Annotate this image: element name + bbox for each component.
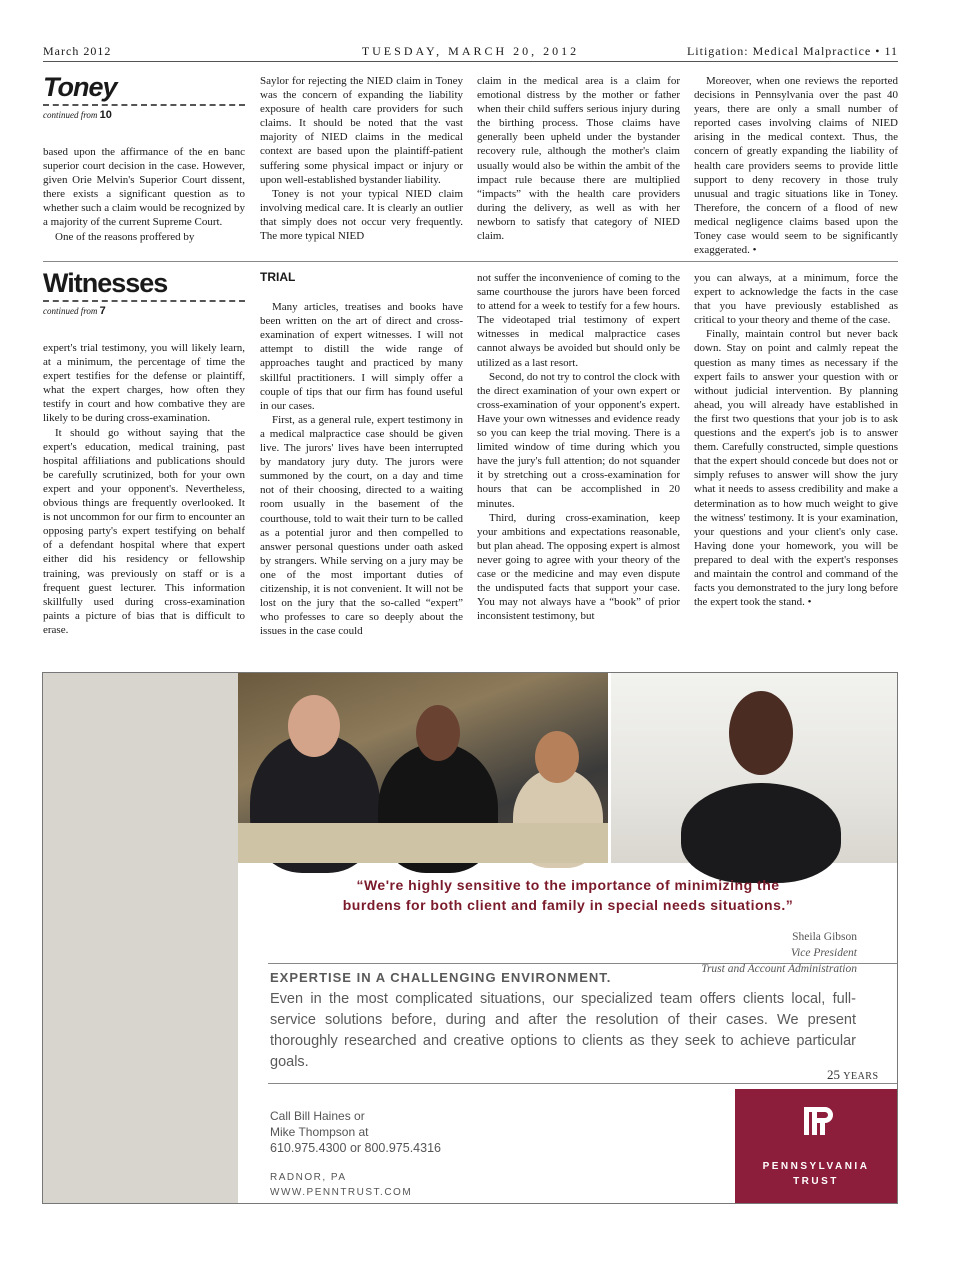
pillar-logo-icon xyxy=(801,1103,835,1137)
witnesses-c3-p1: not suffer the inconvenience of coming to the same courthouse the jurors have been forced to attend for a week to testify for a few hours. The videotaped trial testimony of expert witnesses in medical malpractice cases cannot always be avoided but should only be utilized as a last resort. xyxy=(477,272,680,369)
witnesses-c3-p2: Second, do not try to control the clock with the direct examination of your own expert or cross-examination of your opponent's expert. Have your own witnesses and evidence ready so you can keep the trial moving. There is a limited window of time during which you have the jury's full attention; do not squander it by stretching out a cross-examination for hours that can be accomplished in 20 minutes. xyxy=(477,370,680,510)
ad-quote-line-2: burdens for both client and family in special needs situations.” xyxy=(342,897,794,913)
ad-rule-top xyxy=(268,963,898,964)
ad-address xyxy=(270,1170,412,1200)
attrib-title-1: Vice President xyxy=(790,947,857,959)
witnesses-c3-p3: Third, during cross-examination, keep your ambitions and expectations reasonable, but plan ahead. The opposing expert is almost never going to agree with your theory of the case or the medicine and may even dispute the undisputed facts that support your case. You may not always have a “book” of prior inconsistent testimony, but xyxy=(477,511,680,623)
witnesses-column-2 xyxy=(260,270,463,638)
witnesses-c2-p2: First, as a general rule, expert testimony in a medical malpractice case should be given live. The jurors' lives have been interrupted by mandatory jury duty. The jurors were summoned by the court, on a day and time not of their choosing, directed to a waiting room usually in the basement of the courthouse, told to wait their turn to be called as a potential juror and then compelled to answer personal questions under oath asked by strangers. While serving on a jury may be one of the most important duties of citizenship, it is not convenient. It will not be lost on the jury that the so-called “expert” who professes to care so deeply about the issues in the case could xyxy=(260,413,463,638)
witnesses-continued-page: 7 xyxy=(99,305,106,317)
ad-left-band xyxy=(43,673,238,1203)
toney-c1-p1: based upon the affirmance of the en banc superior court decision in the case. However, given Orie Melvin's Superior Court dissent, there exists a significant question as to whether such a claim would be recognized by a majority of the current Supreme Court. xyxy=(43,146,245,229)
ad-photo-meeting xyxy=(238,673,608,863)
toney-continued xyxy=(43,109,245,121)
running-head xyxy=(43,44,898,62)
witnesses-kicker xyxy=(43,268,245,317)
witnesses-title: Witnesses xyxy=(43,268,168,298)
toney-title: Toney xyxy=(43,72,117,102)
toney-continued-page: 10 xyxy=(99,109,112,121)
toney-c3-p1: claim in the medical area is a claim for emotional distress by the mother or father when their child suffers serious injury during the birthing process. Those claims have generally been upheld under the bystander recovery rule, although the mother's claim usually would also be within the ambit of the impact rule because there are multiplied “impacts” with the health care providers during the delivery, as well as with her newborn to satisfy that category of NIED claim. xyxy=(477,75,680,243)
toney-continued-label: continued from xyxy=(43,110,98,120)
pennsylvania-trust-ad xyxy=(42,672,898,1204)
toney-kicker xyxy=(43,72,245,121)
witnesses-column-4 xyxy=(694,271,898,609)
toney-column-2 xyxy=(260,74,463,243)
photo-woman-head xyxy=(416,705,460,761)
ad-contact xyxy=(270,1108,441,1156)
ad-body: Even in the most complicated situations, our specialized team offers clients local, full-service solutions before, during and after the resolution of their cases. We present thoroughly researched and creative options to clients as they seek to achieve particular goals. xyxy=(270,991,856,1070)
ad-city: RADNOR, PA xyxy=(270,1172,347,1183)
ad-quote-line-1: “We're highly sensitive to the importance of minimizing the xyxy=(356,877,780,893)
witnesses-c2-p1: Many articles, treatises and books have been written on the art of direct and cross-examination of expert witnesses. I will not attempt to distill the wide range of approaches taught and practiced by many skillful practitioners. I will simply offer a couple of tips that our firm has found useful in our cases. xyxy=(260,301,463,412)
ad-rule-bottom xyxy=(268,1083,898,1084)
trial-subhead: TRIAL xyxy=(260,270,296,284)
attrib-title-2: Trust and Account Administration xyxy=(701,963,857,975)
toney-column-4 xyxy=(694,74,898,257)
header-rule xyxy=(43,61,898,62)
contact-line-2: Mike Thompson at xyxy=(270,1125,369,1139)
ad-quote xyxy=(273,875,863,915)
ad-attribution xyxy=(701,929,857,977)
toney-c2-p2: Toney is not your typical NIED claim involving medical care. It is clearly an outlier that simply does not occur very frequently. The more typical NIED xyxy=(260,187,463,243)
pennsylvania-trust-logo xyxy=(735,1089,897,1203)
witnesses-c1-p2: It should go without saying that the expert's education, medical training, past hospital affiliations and publications should be carefully scrutinized, both for your own expert and your opponent's. Nevertheless, obvious things are frequently overlooked. It is not uncommon for our firm to encounter an opposing party's expert testifying on behalf of a defendant hospital where that expert either did his residency or fellowship training, was previously on staff or is a frequent guest lecturer. This information skillfully used during cross-examination paints a picture of bias that is difficult to erase. xyxy=(43,426,245,636)
witnesses-continued xyxy=(43,305,245,317)
toney-c4-p1: Moreover, when one reviews the reported decisions in Pennsylvania over the past 40 years, there are only a small number of reported cases involving claims of NIED arising in the medical context. Thus, the concern of greatly expanding the liability of health care providers seems to provide little support to deny recovery in those truly unusual and tragic situations like in Toney. Therefore, the concern of a flood of new medical negligence claims based upon the Toney case would seem to be significantly exaggerated. • xyxy=(694,75,898,257)
contact-line-1: Call Bill Haines or xyxy=(270,1109,365,1123)
ad-web-link[interactable]: WWW.PENNTRUST.COM xyxy=(270,1187,413,1198)
toney-column-3 xyxy=(477,74,680,243)
portrait-head xyxy=(729,691,793,775)
logo-wordmark xyxy=(735,1159,897,1189)
logo-line-2: TRUST xyxy=(793,1176,839,1187)
photo-man-head xyxy=(288,695,340,757)
years-number: 25 xyxy=(827,1067,840,1082)
toney-c2-p1: Saylor for rejecting the NIED claim in Toney was the concern of expanding the liability exposure of health care providers for such claims. It should be noted that the vast majority of NIED claims in the medical context are based upon the plaintiff-patient suffering some physical impact or injury or upon well-established bystander liability. xyxy=(260,75,463,186)
toney-column-1 xyxy=(43,145,245,244)
issue-month: March 2012 xyxy=(43,44,112,58)
issue-date: TUESDAY, MARCH 20, 2012 xyxy=(361,44,580,58)
ad-photo-portrait xyxy=(611,673,897,863)
attrib-name: Sheila Gibson xyxy=(792,931,857,943)
section-page: Litigation: Medical Malpractice • 11 xyxy=(686,44,898,58)
logo-line-1: PENNSYLVANIA xyxy=(762,1161,870,1172)
photo-table xyxy=(238,823,608,863)
toney-c1-p2: One of the reasons proffered by xyxy=(55,230,195,243)
witnesses-continued-label: continued from xyxy=(43,306,98,316)
witnesses-c4-p1: you can always, at a minimum, force the expert to acknowledge the facts in the case that you have previously established as critical to your theory and theme of the case. xyxy=(694,272,898,327)
witnesses-c1-p1: expert's trial testimony, you will likely learn, at a minimum, the percentage of time the expert testifies for the defense or plaintiff, what the expert charges, how often they testify in court and how combative they are likely to be during cross-examination. xyxy=(43,342,245,425)
witnesses-column-3 xyxy=(477,271,680,623)
witnesses-dash-rule xyxy=(43,300,245,302)
ad-heading: EXPERTISE IN A CHALLENGING ENVIRONMENT. xyxy=(270,970,612,985)
portrait-figure xyxy=(681,783,841,883)
ad-years xyxy=(827,1067,879,1083)
contact-phones: 610.975.4300 or 800.975.4316 xyxy=(270,1141,441,1155)
witnesses-c4-p2: Finally, maintain control but never back down. Stay on point and calmly repeat the question as many times as necessary if the expert fails to answer your question with or without judicial intervention. By planning ahead, you will already have established in the first two questions that your job is to ask questions and the expert's job is to answer them. Carefully constructed, simple questions that the expert should concede but does not or simply refuses to answer will show the jury what it needs to assess credibility and make a determination as to how much weight to give the witness' testimony. It is your examination, your questions and your client's only case. Having done your homework, you will be prepared to deal with the expert's responses and maintain the control and command of the facts you demonstrated to the jury long before the expert took the stand. • xyxy=(694,328,898,609)
photo-girl-head xyxy=(535,731,579,783)
years-label: YEARS xyxy=(843,1071,879,1082)
witnesses-column-1 xyxy=(43,341,245,637)
article-divider xyxy=(43,261,898,262)
toney-dash-rule xyxy=(43,104,245,106)
